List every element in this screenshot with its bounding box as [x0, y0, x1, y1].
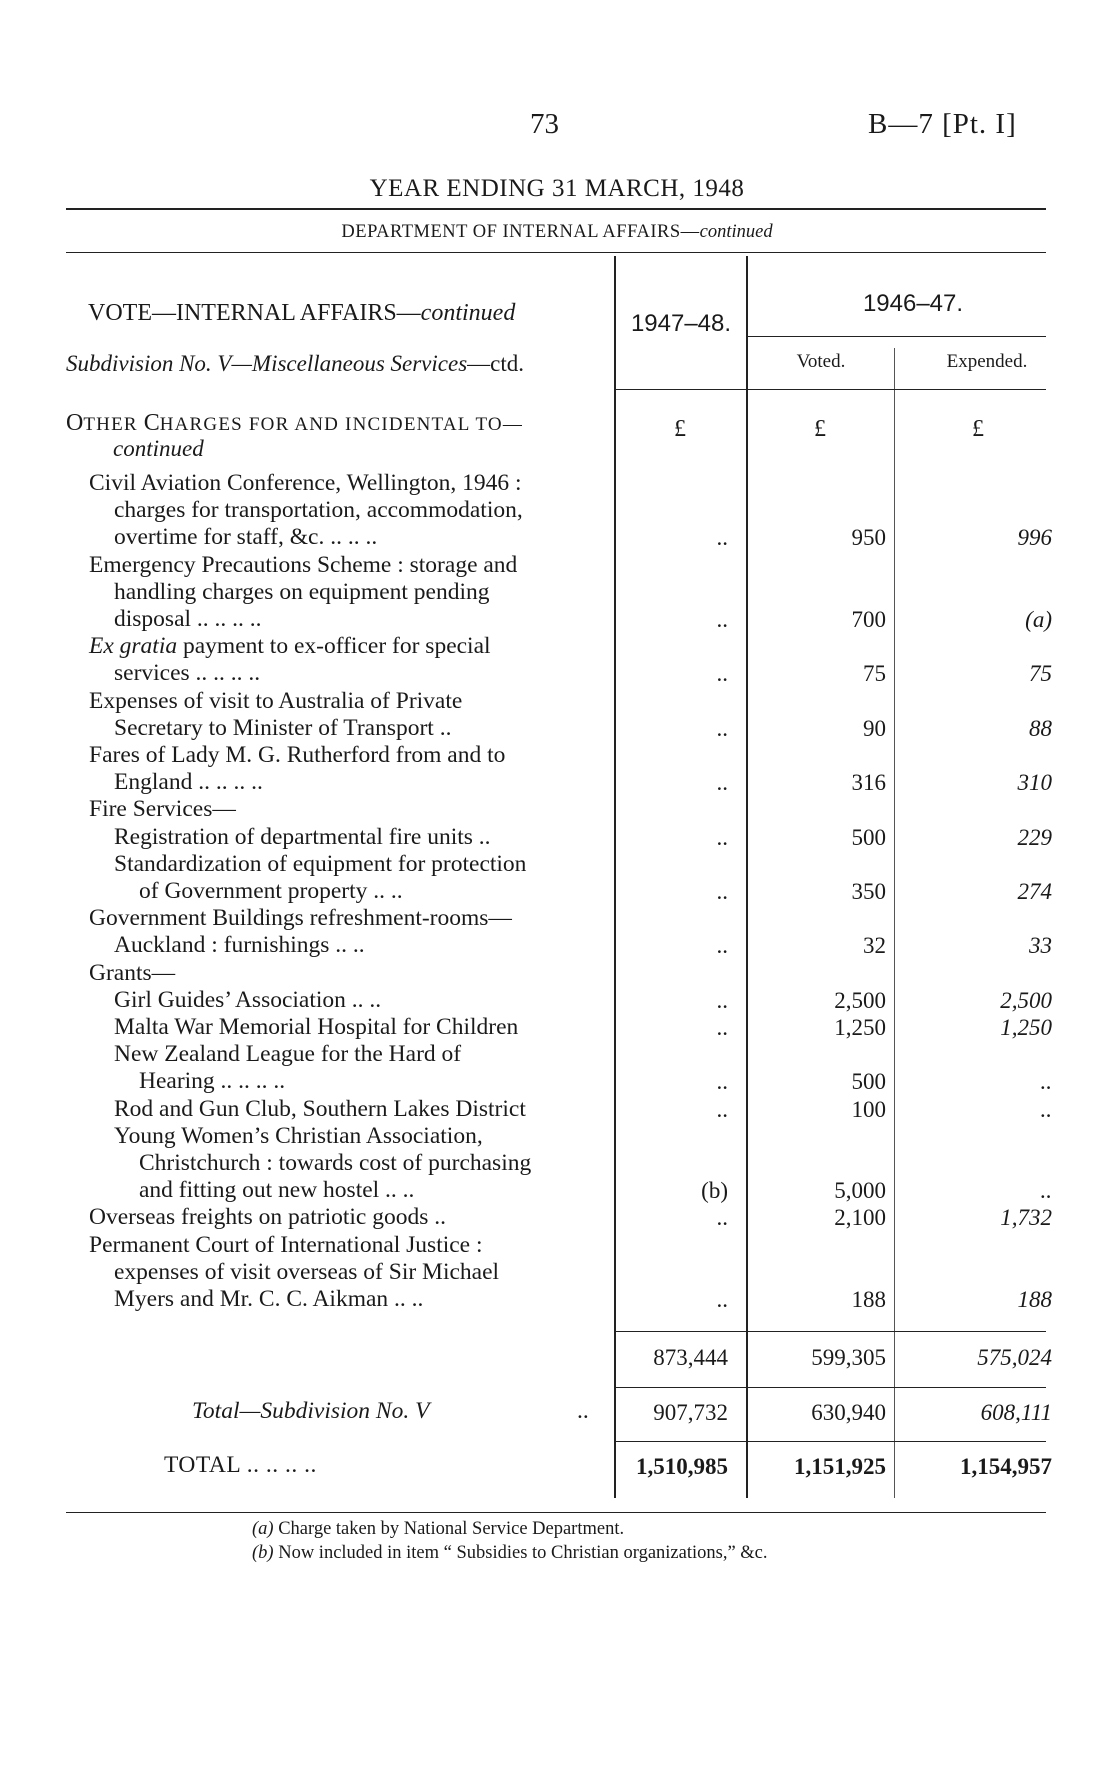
row-description: Emergency Precautions Scheme : storage and: [89, 551, 518, 578]
row-value-v1: ..: [716, 1205, 728, 1231]
document-code: B—7 [Pt. I]: [868, 108, 1017, 140]
column-1946-47: 1946–47.: [862, 290, 964, 317]
table-row: [0, 497, 600, 524]
row-value-v2: 316: [851, 770, 886, 796]
row-description: Girl Guides’ Association .. ..: [114, 986, 382, 1013]
column-voted: Voted.: [796, 351, 846, 372]
rule-above-subdivision-total: [614, 1387, 1046, 1388]
rule-under-1946-47: [746, 336, 1046, 337]
footnote-a: (a) Charge taken by National Service Department.: [252, 1519, 625, 1539]
row-description: Malta War Memorial Hospital for Children: [114, 1014, 519, 1040]
table-row: [0, 769, 600, 796]
footnote-b: (b) Now included in item “ Subsidies to Christian organizations,” &c.: [252, 1543, 768, 1563]
row-value-v1: ..: [716, 715, 728, 741]
row-value-v1: ..: [716, 607, 728, 632]
row-description: Fares of Lady M. G. Rutherford from and to: [89, 742, 506, 768]
row-description: Ex gratia payment to ex-officer for special: [89, 633, 491, 660]
table-row: [0, 905, 600, 932]
row-description: Myers and Mr. C. C. Aikman .. ..: [114, 1286, 424, 1312]
row-description: Overseas freights on patriotic goods ..: [89, 1204, 446, 1231]
table-row: [0, 1123, 600, 1150]
row-value-v3: 274: [1017, 879, 1052, 904]
table-row: [0, 824, 600, 851]
table-row: [0, 1068, 600, 1095]
table-row: [0, 1041, 600, 1068]
subdivision-total-label: Total—Subdivision No. V: [192, 1398, 430, 1424]
grand-total-voted: 1,151,925: [794, 1454, 886, 1479]
row-value-v2: 90: [863, 715, 886, 741]
table-row: [0, 851, 600, 878]
row-value-v3: ..: [1040, 1096, 1052, 1122]
row-value-v2: 100: [851, 1096, 886, 1122]
row-value-v3: 1,250: [1000, 1015, 1052, 1040]
table-row: [0, 633, 600, 660]
row-description: Secretary to Minister of Transport ..: [114, 714, 452, 741]
currency-voted: £: [814, 416, 826, 442]
rule-above-subtotal: [614, 1331, 1046, 1332]
row-description: Government Buildings refreshment-rooms—: [89, 905, 512, 932]
subtotal-1947-48: 873,444: [653, 1345, 728, 1370]
row-value-v2: 950: [851, 525, 886, 551]
row-value-v3: 75: [1029, 661, 1052, 687]
table-row: [0, 524, 600, 551]
table-row: [0, 1286, 600, 1313]
row-value-v1: ..: [716, 879, 728, 904]
row-description: services .. .. .. ..: [114, 660, 261, 687]
row-description: Permanent Court of International Justice :: [89, 1231, 483, 1258]
grand-total-label: TOTAL .. .. .. ..: [164, 1452, 317, 1478]
row-value-v1: ..: [716, 661, 728, 687]
rule-under-year: [66, 208, 1046, 210]
row-description: Auckland : furnishings .. ..: [114, 932, 365, 959]
grand-total-1947-48: 1,510,985: [636, 1454, 728, 1479]
column-expended: Expended.: [946, 351, 1028, 372]
table-row: [0, 987, 600, 1014]
currency-expended: £: [972, 416, 984, 442]
row-value-v2: 75: [863, 661, 886, 687]
row-value-v2: 500: [851, 1069, 886, 1095]
row-value-v1: ..: [716, 770, 728, 796]
table-row: [0, 878, 600, 905]
row-value-v1: (b): [701, 1178, 728, 1204]
row-value-v3: (a): [1025, 607, 1052, 632]
rule-under-column-heads: [614, 389, 1046, 390]
table-row: [0, 715, 600, 742]
row-value-v3: 33: [1029, 933, 1052, 959]
row-description: Expenses of visit to Australia of Private: [89, 687, 463, 714]
table-row: [0, 1096, 600, 1123]
row-description: Fire Services—: [89, 796, 236, 823]
other-charges-heading: OTHER CHARGES FOR AND INCIDENTAL TO—: [66, 410, 524, 436]
row-value-v2: 350: [851, 879, 886, 904]
row-value-v2: 32: [863, 933, 886, 959]
currency-1947-48: £: [674, 416, 686, 442]
subdivision-heading: Subdivision No. V—Miscellaneous Services—ctd.: [66, 351, 525, 376]
row-value-v1: ..: [716, 1096, 728, 1122]
subtotal-expended: 575,024: [977, 1345, 1052, 1370]
row-value-v3: 188: [1017, 1287, 1052, 1312]
row-description: Grants—: [89, 959, 176, 986]
row-description: Hearing .. .. .. ..: [139, 1068, 286, 1095]
row-description: New Zealand League for the Hard of: [114, 1041, 462, 1068]
row-value-v1: ..: [716, 1287, 728, 1312]
row-value-v2: 1,250: [834, 1015, 886, 1040]
row-value-v3: 229: [1017, 824, 1052, 850]
table-row: [0, 470, 600, 497]
subdivision-total-dots: ..: [577, 1398, 589, 1424]
table-row: [0, 932, 600, 959]
rule-under-table: [66, 1512, 1046, 1513]
table-row: [0, 1177, 600, 1204]
row-value-v3: 2,500: [1000, 987, 1052, 1013]
row-value-v2: 500: [851, 824, 886, 850]
row-description: Civil Aviation Conference, Wellington, 1946 :: [89, 470, 522, 496]
vote-heading: VOTE—INTERNAL AFFAIRS—continued: [88, 300, 516, 326]
subtotal-voted: 599,305: [811, 1345, 886, 1370]
table-row: [0, 579, 600, 606]
row-value-v1: ..: [716, 1069, 728, 1095]
subdivision-total-voted: 630,940: [811, 1400, 886, 1425]
row-description: Rod and Gun Club, Southern Lakes District: [114, 1095, 526, 1122]
row-value-v1: ..: [716, 987, 728, 1013]
table-row: [0, 1232, 600, 1259]
row-description: disposal .. .. .. ..: [114, 606, 262, 632]
column-1947-48: 1947–48.: [630, 310, 732, 337]
page-number: 73: [530, 108, 559, 140]
table-row: [0, 552, 600, 579]
row-description: Registration of departmental fire units ..: [114, 823, 491, 850]
row-value-v3: 88: [1029, 715, 1052, 741]
row-value-v1: ..: [716, 824, 728, 850]
row-description: expenses of visit overseas of Sir Michael: [114, 1258, 500, 1285]
row-value-v2: 2,100: [834, 1205, 886, 1231]
row-description: and fitting out new hostel .. ..: [139, 1177, 415, 1204]
other-charges-continued: continued: [113, 436, 204, 461]
table-row: [0, 660, 600, 687]
table-row: [0, 796, 600, 823]
department-heading: DEPARTMENT OF INTERNAL AFFAIRS—continued: [341, 222, 773, 242]
row-value-v1: ..: [716, 1015, 728, 1040]
year-heading: YEAR ENDING 31 MARCH, 1948: [369, 175, 745, 202]
table-row: [0, 960, 600, 987]
row-value-v3: 996: [1017, 525, 1052, 551]
table-row: [0, 1150, 600, 1177]
table-row: [0, 1014, 600, 1041]
row-description: England .. .. .. ..: [114, 769, 263, 796]
grand-total-expended: 1,154,957: [960, 1454, 1052, 1479]
row-description: charges for transportation, accommodation,: [114, 497, 523, 524]
row-description: Standardization of equipment for protection: [114, 850, 527, 877]
subdivision-total-expended: 608,111: [980, 1400, 1052, 1425]
table-row: [0, 742, 600, 769]
row-value-v2: 700: [851, 607, 886, 632]
rule-above-grand-total: [614, 1441, 1046, 1442]
row-description: handling charges on equipment pending: [114, 578, 490, 605]
row-description: Christchurch : towards cost of purchasing: [139, 1150, 532, 1176]
table-row: [0, 606, 600, 633]
row-value-v2: 2,500: [834, 987, 886, 1013]
table-row: [0, 1259, 600, 1286]
col-rule-3: [894, 348, 895, 1498]
row-description: overtime for staff, &c. .. .. ..: [114, 524, 378, 551]
row-value-v3: 310: [1017, 770, 1052, 796]
rule-under-department: [66, 252, 1046, 253]
row-description: Young Women’s Christian Association,: [114, 1122, 483, 1149]
table-row: [0, 688, 600, 715]
row-value-v3: ..: [1040, 1178, 1052, 1204]
row-value-v2: 188: [851, 1287, 886, 1312]
row-value-v3: 1,732: [1000, 1205, 1052, 1231]
table-row: [0, 1204, 600, 1231]
subdivision-total-1947-48: 907,732: [653, 1400, 728, 1425]
row-description: of Government property .. ..: [139, 878, 403, 904]
row-value-v2: 5,000: [834, 1178, 886, 1204]
row-value-v1: ..: [716, 933, 728, 959]
row-value-v3: ..: [1040, 1069, 1052, 1095]
row-value-v1: ..: [716, 525, 728, 551]
italic-phrase: Ex gratia: [89, 633, 178, 660]
